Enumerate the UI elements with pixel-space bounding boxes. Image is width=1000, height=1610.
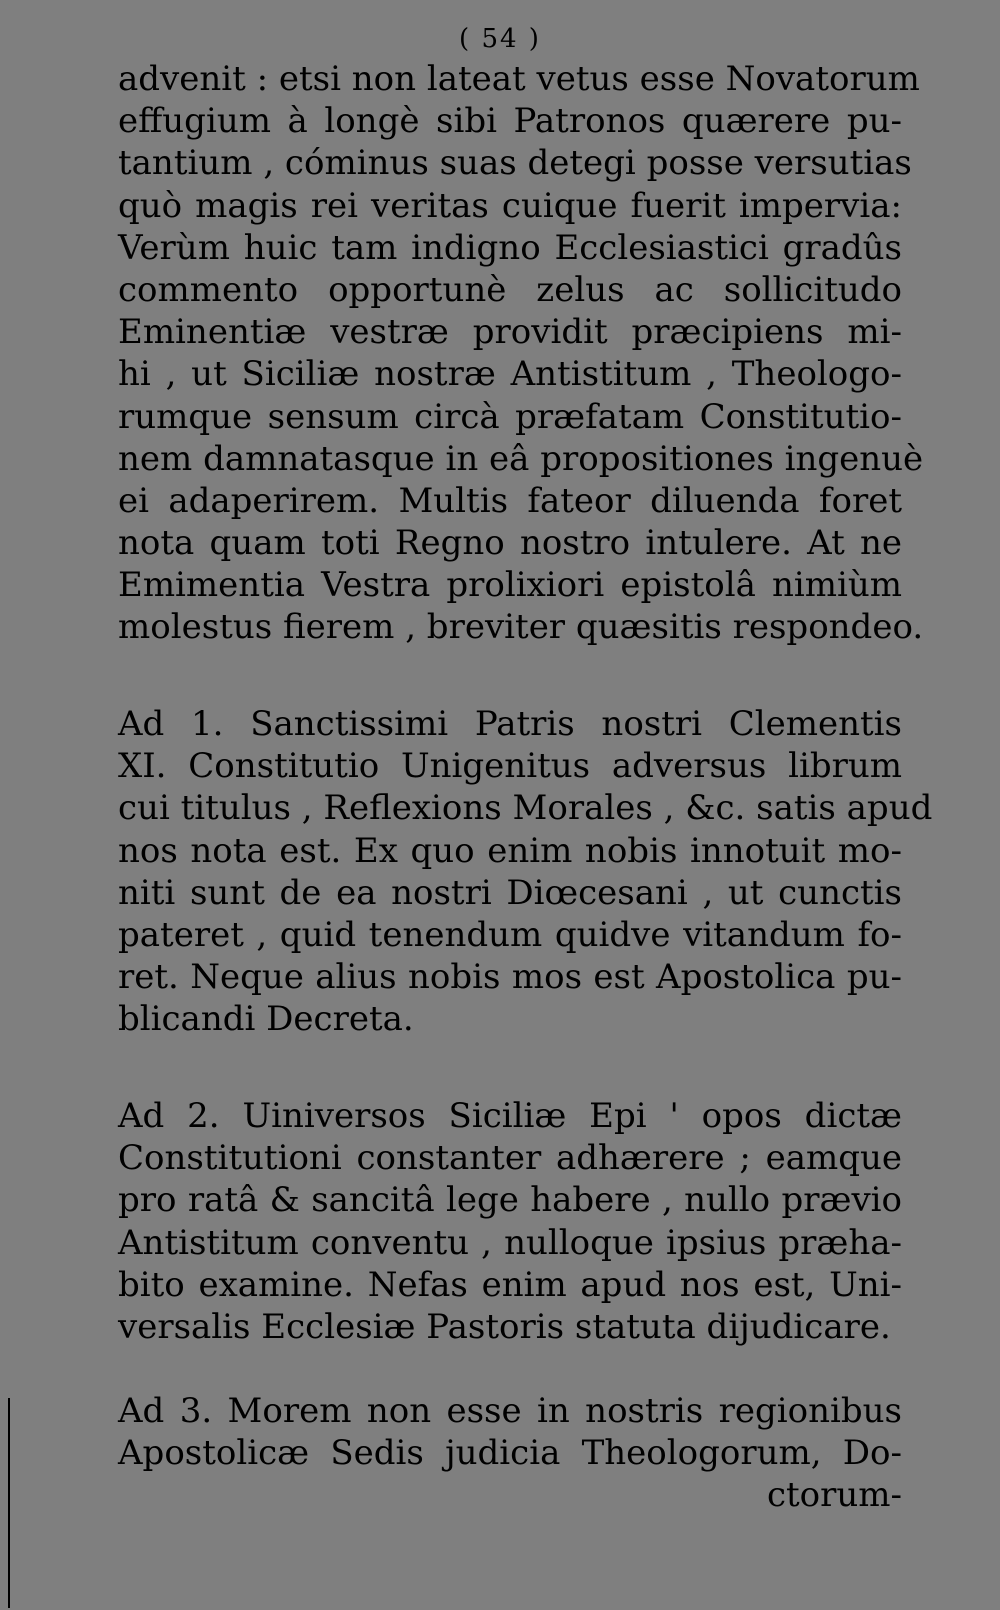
text-line: tantium , cóminus suas detegi posse versutias	[118, 143, 912, 184]
text-line: blicandi Decreta.	[118, 999, 414, 1040]
text-line: nos nota est. Ex quo enim nobis innotuit mo-	[118, 830, 902, 871]
text-line: rumque sensum circà præfatam Constitutio-	[118, 396, 902, 437]
text-line: ei adaperirem. Multis fateor diluenda foret	[118, 480, 902, 521]
text-line: pro ratâ & sancitâ lege habere , nullo prævio	[118, 1180, 902, 1221]
page-number: ( 54 )	[459, 24, 541, 54]
text-line: versalis Ecclesiæ Pastoris statuta dijudicare.	[118, 1306, 891, 1347]
text-line: molestus fierem , breviter quæsitis respondeo.	[118, 607, 924, 648]
text-line: Ad 1. Sanctissimi Patris nostri Clementis	[118, 704, 902, 744]
text-line: Verùm huic tam indigno Ecclesiastici gradûs	[118, 227, 902, 268]
text-line: quò magis rei veritas cuique fuerit impervia:	[118, 185, 902, 226]
paragraph-2	[118, 703, 933, 1041]
text-line: nem damnatasque in eâ propositiones ingenuè	[118, 438, 924, 479]
text-line: Emimentia Vestra prolixiori epistolâ nimiùm	[118, 565, 902, 606]
paragraph-1	[118, 58, 924, 649]
text-line: Constitutioni constanter adhærere ; eamque	[118, 1138, 902, 1179]
text-line: bito examine. Nefas enim apud nos est, Uni-	[118, 1264, 902, 1305]
text-line: nota quam toti Regno nostro intulere. At ne	[118, 523, 902, 564]
text-line: cui titulus , Reflexions Morales , &c. satis apud	[118, 788, 933, 829]
text-line: hi , ut Siciliæ nostræ Antistitum , Theologo-	[118, 354, 902, 395]
paragraph-4	[118, 1390, 902, 1517]
text-line: XI. Constitutio Unigenitus adversus librum	[118, 746, 902, 787]
text-line: Ad 3. Morem non esse in nostris regionibus	[118, 1391, 902, 1431]
text-line: pateret , quid tenendum quidve vitandum fo-	[118, 914, 902, 955]
paragraph-3	[118, 1095, 902, 1348]
margin-rule	[8, 1398, 10, 1608]
text-line: Eminentiæ vestræ providit præcipiens mi-	[118, 312, 902, 353]
text-line: Ad 2. Uiniversos Siciliæ Epi ' opos dictæ	[118, 1096, 902, 1136]
text-line: Apostolicæ Sedis judicia Theologorum, Do-	[118, 1433, 902, 1474]
text-line: Antistitum conventu , nulloque ipsius præha-	[118, 1222, 902, 1263]
text-line: advenit : etsi non lateat vetus esse Novatorum	[118, 59, 920, 99]
text-line: commento opportunè zelus ac sollicitudo	[118, 269, 902, 310]
text-line: effugium à longè sibi Patronos quærere pu-	[118, 101, 902, 142]
text-line: ret. Neque alius nobis mos est Apostolica pu-	[118, 957, 902, 998]
text-line: ctorum-	[766, 1475, 902, 1516]
text-line: niti sunt de ea nostri Diœcesani , ut cunctis	[118, 872, 902, 913]
